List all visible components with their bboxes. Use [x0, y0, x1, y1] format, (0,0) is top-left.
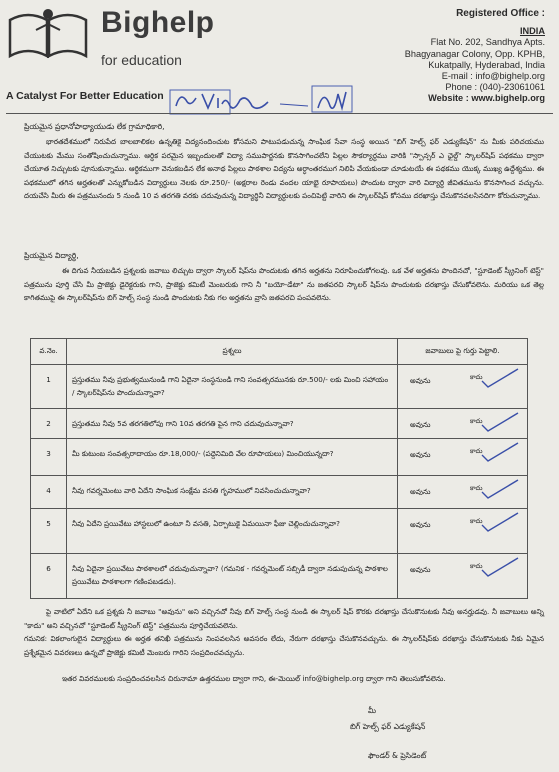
checkmark-icon — [480, 441, 520, 463]
answer-no-option[interactable]: కాదు — [470, 517, 483, 525]
question-text: ప్రస్తుతము నీవు ప్రభుత్వమునుండి గాని ఏదైనా సంస్థనుండి గాని సంవత్సరమునకు రూ.500/- లకు మించి సహాయం / స్కాలర్‌షిప్‌ను పొందుచున్నావా? — [67, 365, 398, 409]
contact-paragraph: ఇతర వివరములకు సంప్రదించవలసిన చిరునామా ఉత్తరముల ద్వారా గాని, ఈ-మెయిల్ info@bighelp.org ద్వారా గాని తెలుసుకోవలెను. — [62, 674, 446, 683]
organization-name: బిగ్ హెల్ప్ ఫర్ ఎడ్యుకేషన్ — [350, 722, 426, 731]
office-line: Flat No. 202, Sandhya Apts. — [430, 37, 545, 48]
table-row — [31, 509, 528, 554]
questions-table — [30, 338, 528, 599]
question-number: 3 — [31, 439, 67, 476]
registered-office-block — [345, 8, 545, 105]
checkmark-icon — [480, 556, 520, 578]
answer-cell — [398, 476, 528, 509]
checkmark-icon — [480, 511, 520, 533]
instructions-paragraph: ఈ దిగువ నీయబడిన ప్రశ్నలకు జవాబు లిచ్చుట ద్వారా స్కాలర్ షిప్‌ను పొందుటకు తగిన అర్హతను నిరూపించుకోగలవు. ఒక వేళ అర్హతను పొందినచో, "స్టూడెంట్ స్క్రీనింగ్ టెస్ట్" పత్రమును పూర్తి చేసి మీ ప్రాజెక్టు డైరెక్టరుకు గాని, ప్రాజెక్టు కమిటీ మెంబరుకు గాని నీ "బయో-డేటా" ను జతపరచి స్కాలర్ షిప్‌ను పొందుటకు దరఖాస్తు చేసుకోవలెను. మరియు ఒక తెల్ల కాగితముపై ఈ స్కాలర్‌షిప్‌ను బిగ్ హెల్ప్ సంస్థ నుండి పొందుటకు నీకు గల అర్హతను వ్రాసి జతపరచి పంపవలెను. — [24, 266, 544, 302]
tagline: A Catalyst For Better Education — [6, 90, 164, 102]
office-line: Kukatpally, Hyderabad, India — [428, 59, 545, 70]
question-text: నీవు గవర్నమెంటు వారి ఏదేని సాంఘిక సంక్షేమ వసతి గృహములో నివసించుచున్నావా? — [67, 476, 398, 509]
brand-name: Bighelp — [101, 6, 215, 39]
answer-yes-option[interactable]: అవును — [410, 520, 431, 529]
answer-no-option[interactable]: కాదు — [470, 484, 483, 492]
column-header-answers: జవాబులు పై గుర్తు పెట్టాలి. — [398, 339, 528, 365]
answer-yes-option[interactable]: అవును — [410, 376, 431, 385]
table-header-row — [31, 339, 528, 365]
question-text: ప్రస్తుతము నీవు 5వ తరగతిలోపు గాని 10వ తరగతి పైన గాని చదువుచున్నావా? — [67, 409, 398, 439]
answer-no-option[interactable]: కాదు — [470, 447, 483, 455]
column-header-questions: ప్రశ్నలు — [67, 339, 398, 365]
checkmark-icon — [480, 367, 520, 389]
office-line: Bhagyanagar Colony, Opp. KPHB, — [404, 48, 545, 59]
question-number: 4 — [31, 476, 67, 509]
question-text: నీవు ఏదేని ప్రయివేటు హాస్టలులో ఉంటూ నీ వసతి, ఏర్పాటుకై ఏమయినా ఫీజు చెల్లించుచున్నావా? — [67, 509, 398, 554]
brand-subtitle: for education — [101, 52, 182, 68]
answer-cell — [398, 439, 528, 476]
answer-cell — [398, 365, 528, 409]
open-book-logo-icon — [6, 6, 90, 62]
eligibility-paragraph: పై వాటిలో ఏదేని ఒక ప్రశ్నకు నీ జవాబు "అవును" అని వచ్చినచో నీవు బిగ్ హెల్ప్ సంస్థ నుండి ఈ స్కాలర్ షిప్ కొరకు దరఖాస్తు చేసుకొనుటకు నీవు అనర్హుడవు. నీ జవాబులు అన్ని "కాదు" అని వచ్చినచో "స్టూడెంట్ స్క్రీనింగ్ టెస్ట్" పత్రమును పూర్తిచేయవలెను. — [24, 607, 544, 630]
office-country: INDIA — [519, 26, 545, 37]
note-paragraph: గమనిక: వికలాంగులైన విద్యార్థులు ఈ అర్హత తనిఖీ పత్రమును నింపవలసిన అవసరం లేదు, నేరుగా దరఖాస్తు చేసుకొనవచ్చును. ఈ స్కాలర్‌షిప్‌కు దరఖాస్తు చేసుకొనుటకు నీకు ఏమైన ప్రశ్నేకమైన వివరణలు ఉన్నచో ప్రాజెక్టు కమిటీ మెంబరు గారిని సంప్రదించవచ్చును. — [24, 634, 544, 657]
question-text: నీవు ఏదైనా ప్రయివేటు పాఠశాలలో చదువుచున్నావా? (గమనిక - గవర్నమెంట్ సబ్సిడీ ద్వారా నడుపుచున్న పాఠశాల ప్రయివేటు పాఠశాలగా గణింపబడదు). — [67, 554, 398, 599]
founder-title: ఫౌండర్ & ప్రెసిడెంట్ — [368, 751, 427, 760]
table-row — [31, 365, 528, 409]
table-row — [31, 476, 528, 509]
answer-yes-option[interactable]: అవును — [410, 487, 431, 496]
question-text: మీ కుటుంబ సంవత్సరాదాయం రూ.18,000/- (పద్దెనిమిది వేల రూపాయలు) మించియున్నదా? — [67, 439, 398, 476]
intro-paragraph: భారతదేశములో నిరుపేద బాలబాలికల ఉన్నతికై విద్యనందించుట కోసమని పాటుపడుచున్న సాంఘిక సేవా సంస్థ అయిన "బిగ్ హెల్ప్ ఫర్ ఎడ్యుకేషన్" ను మీకు పరిచయము చేయుటకు మేము సంతోషించుచున్నాము. ఆర్థిక పరమైన ఇబ్బందులతో విద్యా సముపార్జనకు కొనసాగించలేని పిల్లల సౌకర్యార్థము వారికి "స్పాన్సర్ ఎ ఛైల్డ్" స్కాలర్‌షిప్ పథకము ద్వారా చేయూత నిచ్చుటకు పూనుకున్నాము. ఆర్థికముగా వెనుకబడిన లేక అనాథ పిల్లలు పాఠశాల విద్యను అర్ధాంతరముగ నిలిపి వేయకుండా చూడుటయే ఈ పథకము యొక్క ముఖ్య ఉద్దేశ్యము. ఈ పథకములో తగిన అర్హతలతో ఎన్నుకోబడిన విద్యార్థులు నెలకు రూ.250/- (అక్షరాల రెండు వందల యాభై రూపాయలు) పొందుట ద్వారా వారి విద్యార్థి జీవితమును కొనసాగించ వచ్చును. దయచేసి మీరు ఈ పత్రమునందు 5 నుండి 10 వ తరగతి వరకు చదువుచున్న విద్యార్థినీ విద్యార్థులకు పంచిపెట్టి వారిని ఈ స్కాలర్‌షిప్ కోసము దరఖాస్తు చేసుకొనవలసినదిగా కోరుచున్నాము. — [24, 137, 544, 200]
office-email: E-mail : info@bighelp.org — [441, 71, 545, 82]
sign-mark: మీ — [368, 706, 377, 715]
question-number: 1 — [31, 365, 67, 409]
table-row — [31, 554, 528, 599]
question-number: 2 — [31, 409, 67, 439]
checkmark-icon — [480, 478, 520, 500]
question-number: 6 — [31, 554, 67, 599]
salutation-student: ప్రియమైన విద్యార్థి, — [24, 251, 79, 260]
question-number: 5 — [31, 509, 67, 554]
table-row — [31, 439, 528, 476]
office-phone: Phone : (040)-23061061 — [445, 82, 545, 93]
answer-cell — [398, 554, 528, 599]
answer-yes-option[interactable]: అవును — [410, 450, 431, 459]
salutation-headmaster: ప్రియమైన ప్రధానోపాధ్యాయుడు లేక గ్రామాధికారి, — [24, 122, 165, 131]
table-row — [31, 409, 528, 439]
column-header-number: వ.నెం. — [31, 339, 67, 365]
answer-no-option[interactable]: కాదు — [470, 373, 483, 381]
office-website: Website : www.bighelp.org — [428, 93, 545, 104]
answer-no-option[interactable]: కాదు — [470, 417, 483, 425]
answer-yes-option[interactable]: అవును — [410, 565, 431, 574]
answer-cell — [398, 509, 528, 554]
checkmark-icon — [480, 411, 520, 433]
office-title: Registered Office : — [456, 8, 545, 19]
header-divider — [6, 113, 553, 114]
answer-cell — [398, 409, 528, 439]
answer-no-option[interactable]: కాదు — [470, 562, 483, 570]
answer-yes-option[interactable]: అవును — [410, 420, 431, 429]
